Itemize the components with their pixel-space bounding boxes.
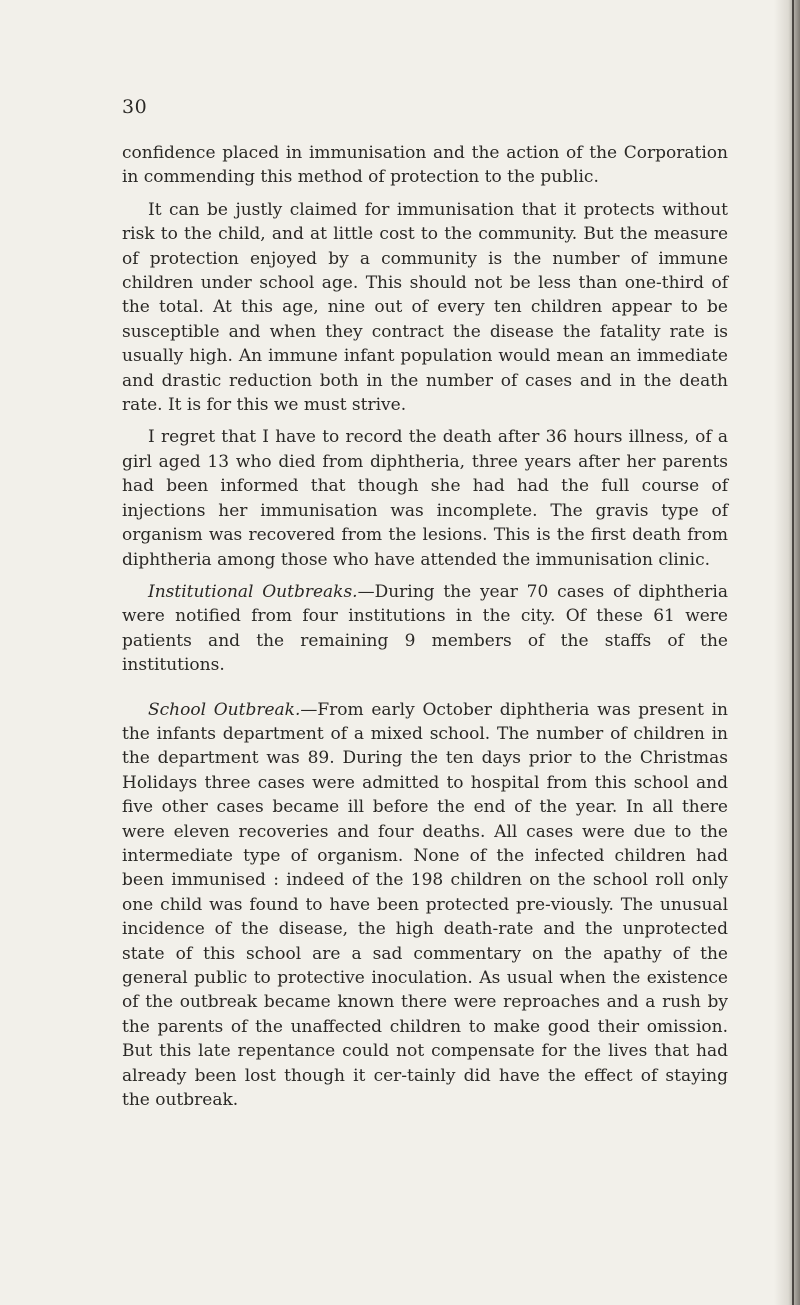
paragraph-continuation: confidence placed in immunisation and the action of the Corporation in commending this method of protection to the public.: [122, 143, 728, 188]
paragraph-school-outbreak: [122, 698, 728, 1113]
body-text: [122, 141, 728, 1120]
paragraph-immunisation-claim: It can be justly claimed for immunisation that it protects without risk to the child, and at little cost to the community. But the measure of protection enjoyed by a community is the number of immune children under school age. This should not be less than one-third of the total. At this age, nine out of every ten children appear to be susceptible and when they contract the disease the fatality rate is usually high. An immune infant population would mean an immediate and drastic reduction both in the number of cases and in the death rate. It is for this we must strive.: [122, 199, 728, 416]
school-outbreak-heading: School Outbreak.: [148, 699, 301, 720]
institutional-outbreaks-text: —During the year 70 cases of diphtheria were notified from four institutions in the city. Of these 61 were patients and the remaining 9 members of the staffs of the institutions.: [122, 581, 728, 676]
page-edge-line: [792, 0, 794, 1305]
institutional-outbreaks-heading: Institutional Outbreaks.: [148, 581, 358, 602]
page-number: 30: [122, 96, 148, 118]
paragraph-death-record: I regret that I have to record the death after 36 hours illness, of a girl aged 13 who died from diphtheria, three years after her parents had been informed that though she had had the full course of injections her immunisation was incomplete. The gravis type of organism was recovered from the lesions. This is the first death from diphtheria among those who have attended the immunisation clinic.: [122, 427, 728, 570]
school-outbreak-text: —From early October diphtheria was present in the infants department of a mixed school. The number of children in the department was 89. During the ten days prior to the Christmas Holidays three cases were admitted to hospital from this school and five other cases became ill before the end of the year. In all there were eleven recoveries and four deaths. All cases were due to the intermediate type of organism. None of the infected children had been immunised : indeed of the 198 children on the school roll only one child was found to have been protected pre-viously. The unusual incidence of the disease, the high death-rate and the unprotected state of this school are a sad commentary on the apathy of the general public to protective inoculation. As usual when the existence of the outbreak became known there were reproaches and a rush by the parents of the unaffected children to make good their omission. But this late repentance could not compensate for the lives that had already been lost though it cer-tainly did have the effect of staying the outbreak.: [122, 699, 729, 1111]
page-edge-shadow: [774, 0, 800, 1305]
paragraph-institutional-outbreaks: [122, 580, 728, 678]
